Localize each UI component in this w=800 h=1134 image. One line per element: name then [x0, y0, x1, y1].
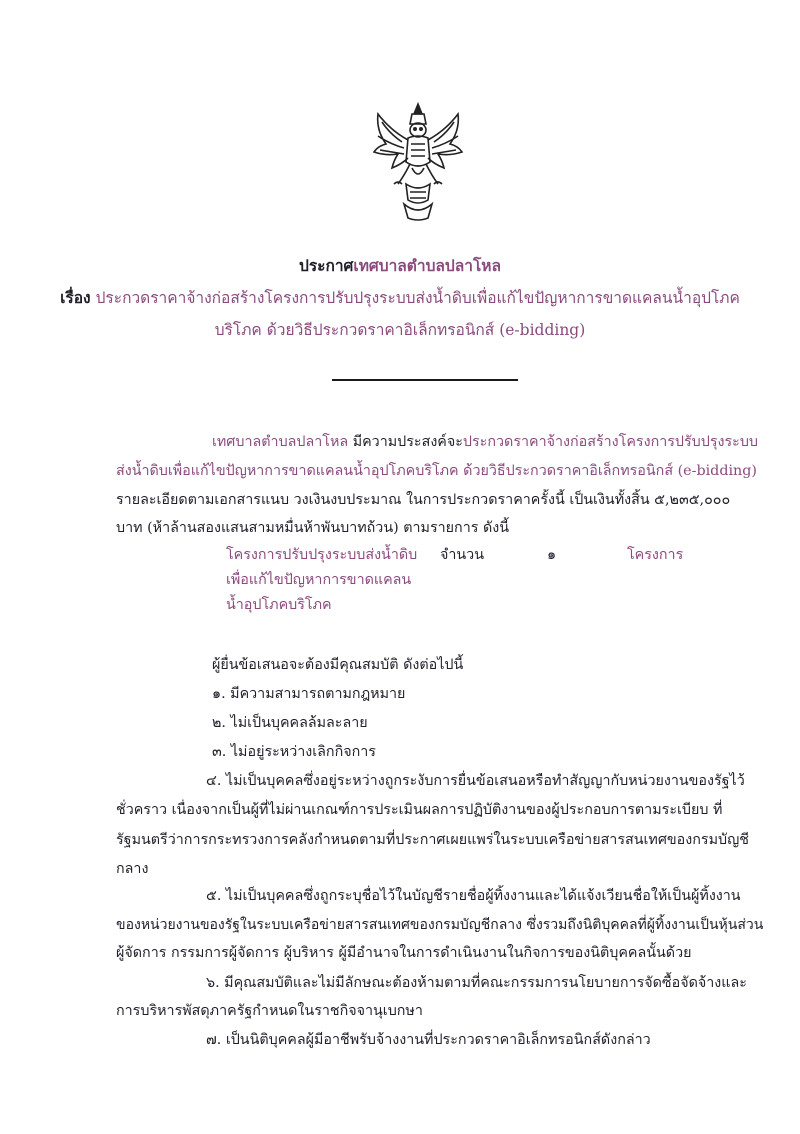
qualification-4-line-3: รัฐมนตรีว่าการกระทรวงการคลังกำหนดตามที่ประกาศเผยแพร่ในระบบเครือข่ายสารสนเทศของกรมบัญชี — [116, 832, 749, 848]
subject-label: เรื่อง — [60, 288, 91, 307]
item-name-line-2: เพื่อแก้ไขปัญหาการขาดแคลน — [226, 572, 412, 588]
intro-organization: เทศบาลตำบลปลาโหล — [212, 434, 349, 450]
qualification-4-line-1: ๔. ไม่เป็นบุคคลซึ่งอยู่ระหว่างถูกระงับการยื่นข้อเสนอหรือทำสัญญากับหน่วยงานของรัฐไว้ — [206, 773, 745, 789]
qualification-6-line-2: การบริหารพัสดุภาครัฐกำหนดในราชกิจจานุเบกษา — [116, 1003, 423, 1019]
qualification-3: ๓. ไม่อยู่ระหว่างเลิกกิจการ — [212, 744, 376, 760]
intro-l1-purple: ประกวดราคาจ้างก่อสร้างโครงการปรับปรุงระบบ — [462, 434, 759, 450]
garuda-emblem-icon — [368, 100, 468, 224]
intro-line-1 — [212, 432, 758, 452]
intro-l1-black: มีความประสงค์จะ — [352, 434, 463, 450]
qualification-1: ๑. มีความสามารถตามกฎหมาย — [212, 686, 406, 702]
subject-text-1: ประกวดราคาจ้างก่อสร้างโครงการปรับปรุงระบบส่งน้ำดิบเพื่อแก้ไขปัญหาการขาดแคลนน้ำอุปโภค — [95, 289, 740, 307]
qualification-6-line-1: ๖. มีคุณสมบัติและไม่มีลักษณะต้องห้ามตามที่คณะกรรมการนโยบายการจัดซื้อจัดจ้างและ — [206, 975, 747, 991]
title-prefix: ประกาศ — [298, 256, 354, 275]
title-organization: เทศบาลตำบลปลาโหล — [353, 256, 501, 275]
item-name-line-1: โครงการปรับปรุงระบบส่งน้ำดิบ — [226, 547, 418, 563]
qualification-5-line-1: ๕. ไม่เป็นบุคคลซึ่งถูกระบุชื่อไว้ในบัญชีรายชื่อผู้ทิ้งงานและได้แจ้งเวียนชื่อให้เป็นผู้ทิ้งงาน — [206, 888, 741, 904]
qualification-5-line-2: ของหน่วยงานของรัฐในระบบเครือข่ายสารสนเทศของกรมบัญชีกลาง ซึ่งรวมถึงนิติบุคคลที่ผู้ทิ้งงานเป็นหุ้นส่วน — [116, 917, 764, 933]
announcement-title — [0, 256, 800, 276]
intro-line-4: บาท (ห้าล้านสองแสนสามหมื่นห้าพันบาทถ้วน) ตามรายการ ดังนี้ — [116, 520, 509, 536]
title-divider — [332, 379, 518, 381]
qualification-2: ๒. ไม่เป็นบุคคลล้มละลาย — [212, 715, 368, 731]
qualification-4-line-4: กลาง — [116, 861, 149, 877]
intro-line-2: ส่งน้ำดิบเพื่อแก้ไขปัญหาการขาดแคลนน้ำอุปโภคบริโภค ด้วยวิธีประกวดราคาอิเล็กทรอนิกส์ (e-bidding) — [116, 463, 757, 479]
subject-line-1 — [0, 288, 800, 308]
item-name-line-3: น้ำอุปโภคบริโภค — [226, 597, 332, 613]
qualification-5-line-3: ผู้จัดการ กรรมการผู้จัดการ ผู้บริหาร ผู้มีอำนาจในการดำเนินงานในกิจการของนิติบุคคลนั้นด้วย — [116, 945, 692, 961]
intro-line-3: รายละเอียดตามเอกสารแนบ วงเงินงบประมาณ ในการประกวดราคาครั้งนี้ เป็นเงินทั้งสิ้น ๕,๒๓๕,๐๐๐ — [116, 492, 731, 508]
item-quantity: ๑ — [547, 547, 557, 563]
subject-line-2: บริโภค ด้วยวิธีประกวดราคาอิเล็กทรอนิกส์ (e-bidding) — [214, 321, 586, 339]
item-quantity-label: จำนวน — [440, 547, 484, 563]
qualification-4-line-2: ชั่วคราว เนื่องจากเป็นผู้ที่ไม่ผ่านเกณฑ์การประเมินผลการปฏิบัติงานของผู้ประกอบการตามระเบียบ ที่ — [116, 802, 723, 818]
item-unit: โครงการ — [627, 547, 684, 563]
qualification-7: ๗. เป็นนิติบุคคลผู้มีอาชีพรับจ้างงานที่ประกวดราคาอิเล็กทรอนิกส์ดังกล่าว — [206, 1032, 651, 1048]
qualifications-heading: ผู้ยื่นข้อเสนอจะต้องมีคุณสมบัติ ดังต่อไปนี้ — [212, 657, 464, 673]
